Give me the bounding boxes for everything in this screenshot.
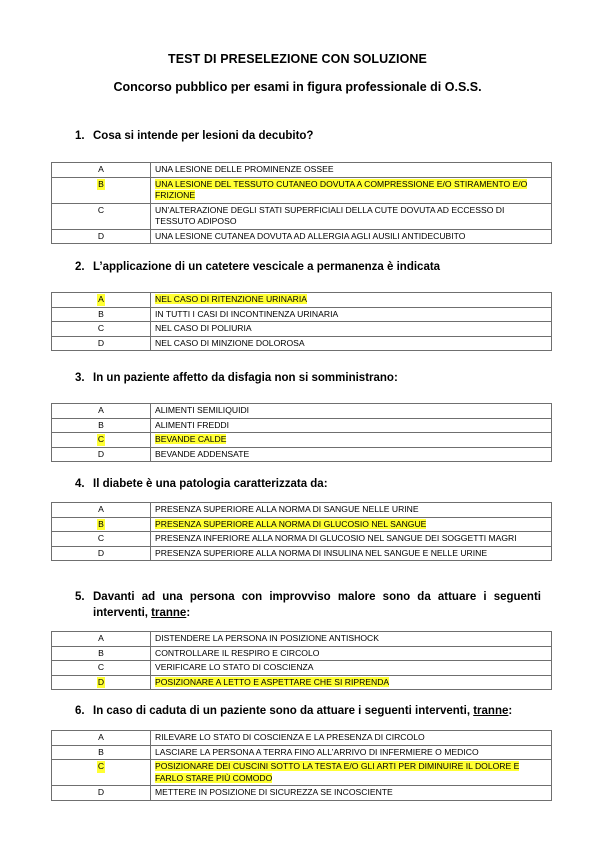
- option-text-correct: NEL CASO DI RITENZIONE URINARIA: [155, 294, 308, 304]
- option-text: IN TUTTI I CASI DI INCONTINENZA URINARIA: [155, 308, 339, 319]
- option-text: LASCIARE LA PERSONA A TERRA FINO ALL’ARRIVO DI INFERMIERE O MEDICO: [155, 746, 479, 757]
- question-1: [75, 128, 541, 144]
- option-letter: D: [97, 787, 105, 797]
- table-row: [52, 307, 552, 322]
- option-text: PRESENZA INFERIORE ALLA NORMA DI GLUCOSIO NEL SANGUE DEI SOGGETTI MAGRI: [155, 533, 517, 543]
- question-2: [75, 259, 541, 275]
- option-letter-correct: A: [98, 294, 104, 304]
- option-letter: A: [98, 633, 104, 643]
- option-text: PRESENZA SUPERIORE ALLA NORMA DI INSULINA NEL SANGUE E NELLE URINE: [155, 547, 488, 558]
- table-row: [52, 731, 552, 746]
- option-text-correct: POSIZIONARE A LETTO E ASPETTARE CHE SI RIPRENDA: [155, 676, 390, 687]
- question-text: Davanti ad una persona con improvviso malore sono da attuare i seguenti interventi, tranne:: [93, 591, 541, 619]
- question-text: Il diabete è una patologia caratterizzata da:: [93, 478, 328, 490]
- option-text: NEL CASO DI MINZIONE DOLOROSA: [155, 337, 305, 348]
- question-4: [75, 476, 541, 492]
- page-subtitle: Concorso pubblico per esami in figura professionale di O.S.S.: [113, 80, 482, 94]
- table-row: [52, 675, 552, 690]
- options-table-3: [51, 403, 552, 462]
- table-row: [52, 177, 552, 203]
- option-letter-correct: C: [97, 761, 105, 771]
- options-table-2: [51, 292, 552, 351]
- table-row: [52, 447, 552, 462]
- option-text: BEVANDE ADDENSATE: [155, 448, 250, 459]
- option-text: METTERE IN POSIZIONE DI SICUREZZA SE INCOSCIENTE: [155, 787, 393, 797]
- table-row: [52, 632, 552, 647]
- table-row: [52, 546, 552, 561]
- option-text-correct: BEVANDE CALDE: [155, 434, 227, 444]
- option-letter: C: [97, 533, 105, 543]
- option-text: UN’ALTERAZIONE DEGLI STATI SUPERFICIALI DELLA CUTE DOVUTA AD ECCESSO DI TESSUTO ADIPOSO: [155, 204, 505, 226]
- option-text: PRESENZA SUPERIORE ALLA NORMA DI SANGUE NELLE URINE: [155, 504, 419, 514]
- emphasis-underline: tranne: [473, 705, 509, 717]
- option-text: ALIMENTI SEMILIQUIDI: [155, 405, 250, 415]
- option-letter: A: [98, 405, 104, 415]
- question-text: In un paziente affetto da disfagia non si somministrano:: [93, 372, 398, 384]
- table-row: [52, 646, 552, 661]
- question-text: In caso di caduta di un paziente sono da attuare i seguenti interventi, tranne:: [93, 705, 513, 717]
- option-text-correct: POSIZIONARE DEI CUSCINI SOTTO LA TESTA E/O GLI ARTI PER DIMINUIRE IL DOLORE E FARLO STARE PIÙ COMODO: [155, 761, 520, 783]
- table-row: [52, 229, 552, 244]
- table-row: [52, 517, 552, 532]
- table-row: [52, 404, 552, 419]
- option-text-correct: PRESENZA SUPERIORE ALLA NORMA DI GLUCOSIO NEL SANGUE: [155, 518, 427, 529]
- options-table-4: [51, 502, 552, 561]
- table-row: [52, 503, 552, 518]
- emphasis-underline: tranne: [151, 607, 187, 619]
- question-number: 3.: [75, 372, 85, 384]
- question-5: [75, 589, 541, 621]
- table-row: [52, 336, 552, 351]
- table-row: [52, 293, 552, 308]
- option-letter: A: [98, 504, 104, 514]
- page-title: TEST DI PRESELEZIONE CON SOLUZIONE: [168, 52, 427, 66]
- option-letter: C: [97, 204, 105, 215]
- option-letter: B: [98, 746, 104, 757]
- option-letter: D: [97, 448, 105, 459]
- question-text: L’applicazione di un catetere vescicale a permanenza è indicata: [93, 261, 441, 273]
- table-row: [52, 433, 552, 448]
- option-letter: A: [98, 164, 104, 174]
- option-letter: D: [97, 547, 105, 558]
- question-number: 5.: [75, 591, 85, 603]
- option-letter-correct: C: [97, 434, 105, 444]
- table-row: [52, 532, 552, 547]
- option-letter: C: [97, 662, 105, 672]
- option-text-correct: UNA LESIONE DEL TESSUTO CUTANEO DOVUTA A COMPRESSIONE E/O STIRAMENTO E/O FRIZIONE: [155, 178, 528, 200]
- question-number: 6.: [75, 705, 85, 717]
- option-letter: D: [97, 230, 105, 241]
- option-text: UNA LESIONE DELLE PROMINENZE OSSEE: [155, 164, 334, 174]
- table-row: [52, 661, 552, 676]
- table-row: [52, 745, 552, 760]
- option-letter: B: [98, 647, 104, 658]
- option-letter-correct: D: [97, 676, 105, 687]
- option-text: VERIFICARE LO STATO DI COSCIENZA: [155, 662, 314, 672]
- table-row: [52, 203, 552, 229]
- options-table-1: [51, 162, 552, 244]
- table-row: [52, 418, 552, 433]
- option-letter: A: [98, 732, 104, 742]
- table-row: [52, 760, 552, 786]
- question-number: 4.: [75, 478, 85, 490]
- table-row: [52, 786, 552, 801]
- table-row: [52, 322, 552, 337]
- question-3: [75, 370, 541, 386]
- option-text: DISTENDERE LA PERSONA IN POSIZIONE ANTISHOCK: [155, 633, 379, 643]
- question-number: 1.: [75, 130, 85, 142]
- options-table-6: [51, 730, 552, 801]
- option-text: CONTROLLARE IL RESPIRO E CIRCOLO: [155, 647, 320, 658]
- options-table-5: [51, 631, 552, 690]
- question-text: Cosa si intende per lesioni da decubito?: [93, 130, 314, 142]
- question-number: 2.: [75, 261, 85, 273]
- option-text: UNA LESIONE CUTANEA DOVUTA AD ALLERGIA AGLI AUSILI ANTIDECUBITO: [155, 230, 466, 241]
- option-letter-correct: B: [98, 178, 104, 189]
- question-6: [75, 703, 541, 719]
- option-text: RILEVARE LO STATO DI COSCIENZA E LA PRESENZA DI CIRCOLO: [155, 732, 425, 742]
- option-letter-correct: B: [98, 518, 104, 529]
- option-letter: B: [98, 419, 104, 430]
- option-letter: D: [97, 337, 105, 348]
- option-letter: C: [97, 323, 105, 333]
- option-text: ALIMENTI FREDDI: [155, 419, 230, 430]
- table-row: [52, 163, 552, 178]
- option-text: NEL CASO DI POLIURIA: [155, 323, 252, 333]
- option-letter: B: [98, 308, 104, 319]
